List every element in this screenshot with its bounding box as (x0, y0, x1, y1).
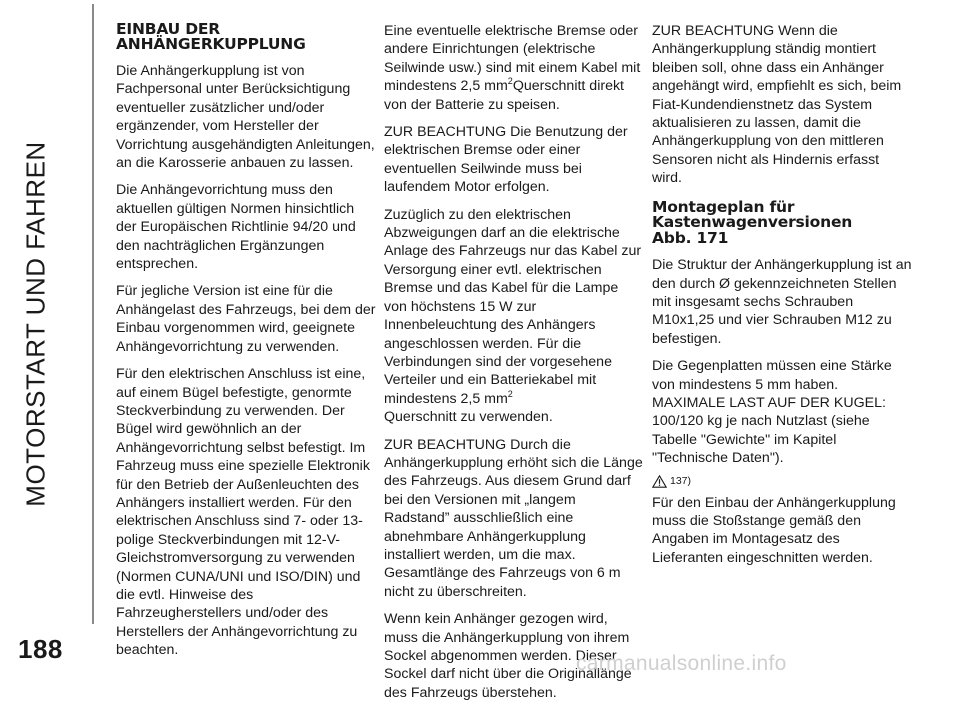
superscript: 2 (507, 76, 513, 87)
divider-line (92, 4, 94, 624)
paragraph: Wenn kein Anhänger gezogen wird, muss die Anhängerkupplung von ihrem Sockel abgenommen werden. Dieser Sockel darf nicht über die Originallänge des Fahrzeugs überstehen. (384, 611, 632, 701)
paragraph: Für jegliche Version ist eine für die Anhängelast des Fahrzeugs, bei dem der Einbau vorgenommen wird, geeignete Anhängevorrichtung zu verwenden. (116, 283, 376, 355)
column-1 (116, 22, 376, 669)
paragraph: Die Anhängerkupplung ist von Fachpersonal unter Berücksichtigung eventueller zusätzlicher und/oder ergänzender, vom Hersteller der Vorrichtung ausgehändigten Anleitungen, an die Karosserie anbauen zu lassen. (116, 63, 375, 172)
paragraph: Für den elektrischen Anschluss ist eine, auf einem Bügel befestigte, genormte Steckverbindung zu verwenden. Der Bügel wird gewöhnlich an der Anhängevorrichtung selbst befestigt. Im Fahrzeug muss eine spezielle Elektronik für den Betrieb der Außenleuchten des Anhängers installiert werden. Für den elektrischen Anschluss sind 7- oder 13-polige Steckverbindungen mit 12-V-Gleichstromversorgung zu verwenden (Normen CUNA/UNI und ISO/DIN) und die evtl. Hinweise des Fahrzeugherstellers und/oder des Herstellers der Anhängevorrichtung zu beachten. (116, 366, 370, 659)
paragraph: Die Anhängevorrichtung muss den aktuellen gültigen Normen hinsichtlich der Europäischen Richtlinie 94/20 und den nachträglichen Ergänzungen entsprechen. (116, 182, 356, 273)
heading-einbau (116, 22, 376, 52)
page-number: 188 (18, 634, 63, 664)
text-run: Zuzüglich zu den elektrischen Abzweigungen darf an die elektrische Anlage des Fahrzeugs nur das Kabel zur Versorgung einer evtl. elektrischen Bremse und das Kabel für die Lampe von höchstens 15 W zur Innenbeleuchtung des Anhängers angeschlossen werden. Für die Verbindungen sind der vorgesehene Verteiler und ein Batteriekabel mit mindestens 2,5 mm (384, 206, 642, 407)
note-paragraph: ZUR BEACHTUNG Die Benutzung der elektrischen Bremse oder einer eventuellen Seilwinde muss bei laufendem Motor erfolgen. (384, 124, 628, 196)
heading-line: EINBAU DER (116, 20, 221, 38)
column-2 (384, 22, 644, 711)
note-paragraph: ZUR BEACHTUNG Wenn die Anhängerkupplung ständig montiert bleiben soll, ohne dass ein Anhänger angehängt wird, empfiehlt es sich, beim Fiat-Kundendienstnetz das System aktualisieren zu lassen, damit die Anhängerkupplung von den mittleren Sensoren nicht als Hindernis erfasst wird. (652, 23, 902, 187)
warning-reference (652, 475, 912, 488)
paragraph: Die Struktur der Anhängerkupplung ist an den durch Ø gekennzeichneten Stellen mit insgesamt sechs Schrauben M10x1,25 und vier Schrauben M12 zu befestigen. (652, 257, 912, 347)
paragraph: Für den Einbau der Anhängerkupplung muss die Stoßstange gemäß den Angaben im Montagesatz des Lieferanten eingeschnitten werden. (652, 494, 896, 566)
heading-line: ANHÄNGERKUPPLUNG (116, 35, 306, 53)
heading-line: Abb. 171 (652, 228, 729, 247)
section-title: MOTORSTART UND FAHREN (20, 141, 51, 507)
paragraph (384, 206, 644, 427)
text-run: Eine eventuelle elektrische Bremse oder andere Einrichtungen (elektrische Seilwinde usw.) sind mit einem Kabel mit mindestens 2,5 mm (384, 23, 641, 95)
watermark: carmanualsonline.info (576, 652, 787, 675)
text-run: Querschnitt direkt von der Batterie zu speisen. (384, 78, 624, 113)
paragraph (384, 22, 644, 114)
warning-triangle-icon (652, 475, 667, 488)
note-paragraph: ZUR BEACHTUNG Durch die Anhängerkupplung erhöht sich die Länge des Fahrzeugs. Aus diesem Grund darf bei den Versionen mit „langem Radstand” ausschließlich eine abnehmbare Anhängerkupplung installiert werden, um die max. Gesamtlänge des Fahrzeugs von 6 m nicht zu überschreiten. (384, 436, 643, 600)
heading-montageplan (652, 197, 912, 247)
column-3 (652, 22, 912, 576)
text-run: Querschnitt zu verwenden. (384, 409, 553, 426)
superscript: 2 (507, 388, 513, 399)
paragraph: Die Gegenplatten müssen eine Stärke von mindestens 5 mm haben. MAXIMALE LAST AUF DER KUGEL: 100/120 kg je nach Nutzlast (siehe Tabelle "Gewichte" im Kapitel "Technische Daten"). (652, 358, 892, 467)
warning-ref-number: 137) (670, 474, 692, 487)
heading-line: Kastenwagenversionen (652, 213, 853, 232)
heading-line: Montageplan für (652, 197, 795, 216)
